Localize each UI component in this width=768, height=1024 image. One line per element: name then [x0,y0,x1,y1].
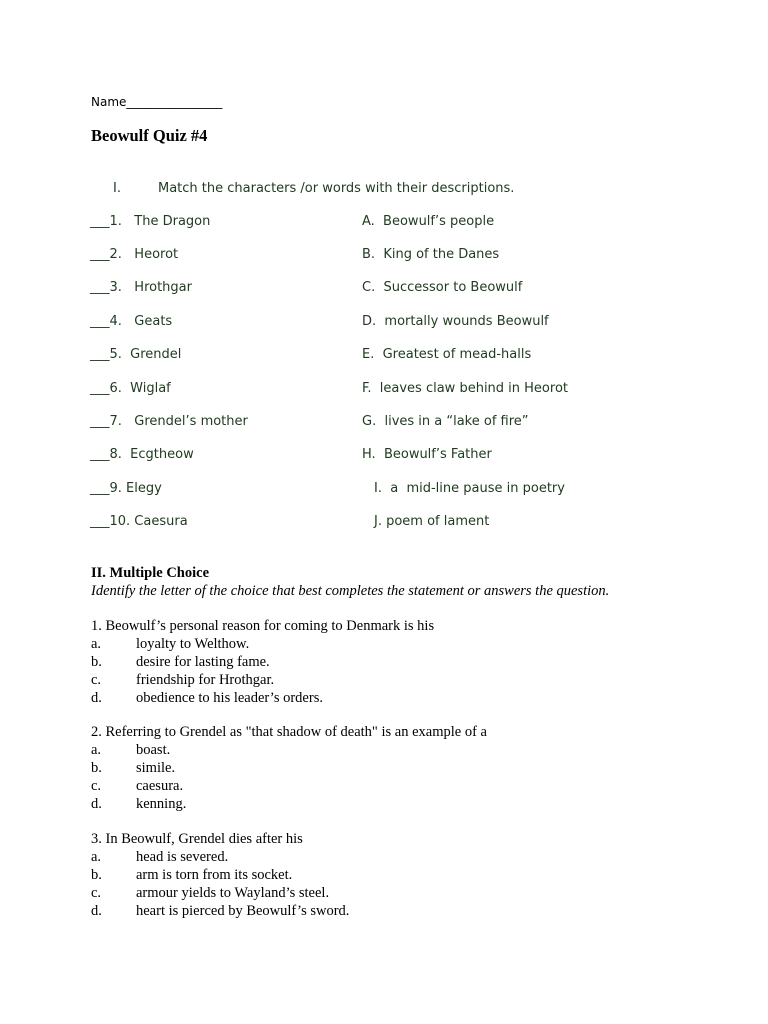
matching-item-description: F. leaves claw behind in Heorot [362,381,568,396]
section-1-numeral: I. [113,181,121,196]
choice-text: armour yields to Wayland’s steel. [136,885,330,901]
question-text: 2. Referring to Grendel as "that shadow of death" is an example of a [91,724,487,740]
question-text: 1. Beowulf’s personal reason for coming to Denmark is his [91,618,435,634]
matching-item-term: ___9. Elegy [90,481,162,496]
matching-item-term: ___6. Wiglaf [90,381,171,396]
matching-item-description: D. mortally wounds Beowulf [362,314,549,329]
choice-letter: c. [91,672,102,688]
matching-item-description: J. poem of lament [374,514,490,529]
matching-item-term: ___8. Ecgtheow [90,447,194,462]
matching-item-term: ___1. The Dragon [90,214,211,229]
choice-text: friendship for Hrothgar. [136,672,275,688]
matching-item-description: B. King of the Danes [362,247,500,262]
matching-item-term: ___5. Grendel [90,347,182,362]
matching-item-description: A. Beowulf’s people [362,214,495,229]
section-2-instruction: Identify the letter of the choice that best completes the statement or answers the question. [91,583,610,599]
choice-text: caesura. [136,778,184,794]
section-1-instruction: Match the characters /or words with their descriptions. [158,181,515,196]
choice-letter: d. [91,903,102,919]
choice-text: head is severed. [136,849,229,865]
choice-letter: b. [91,760,102,776]
matching-item-description: E. Greatest of mead-halls [362,347,532,362]
choice-letter: a. [91,742,102,758]
choice-letter: c. [91,885,102,901]
choice-text: heart is pierced by Beowulf’s sword. [136,903,350,919]
choice-text: boast. [136,742,171,758]
matching-item-term: ___4. Geats [90,314,173,329]
question-text: 3. In Beowulf, Grendel dies after his [91,831,303,847]
choice-letter: a. [91,849,102,865]
matching-item-description: I. a mid-line pause in poetry [374,481,565,496]
matching-item-term: ___7. Grendel’s mother [90,414,248,429]
choice-letter: c. [91,778,102,794]
choice-text: simile. [136,760,176,776]
choice-letter: b. [91,867,102,883]
page-title: Beowulf Quiz #4 [91,126,208,145]
name-field-label: Name________________ [91,95,223,109]
choice-letter: a. [91,636,102,652]
matching-item-description: G. lives in a “lake of fire” [362,414,529,429]
choice-text: arm is torn from its socket. [136,867,293,883]
choice-text: loyalty to Welthow. [136,636,250,652]
choice-text: desire for lasting fame. [136,654,270,670]
section-2-heading: II. Multiple Choice [91,565,210,581]
matching-item-description: C. Successor to Beowulf [362,280,523,295]
choice-letter: d. [91,690,102,706]
matching-item-description: H. Beowulf’s Father [362,447,492,462]
choice-text: kenning. [136,796,187,812]
matching-item-term: ___3. Hrothgar [90,280,192,295]
choice-letter: d. [91,796,102,812]
choice-text: obedience to his leader’s orders. [136,690,323,706]
matching-item-term: ___10. Caesura [90,514,188,529]
choice-letter: b. [91,654,102,670]
matching-item-term: ___2. Heorot [90,247,179,262]
